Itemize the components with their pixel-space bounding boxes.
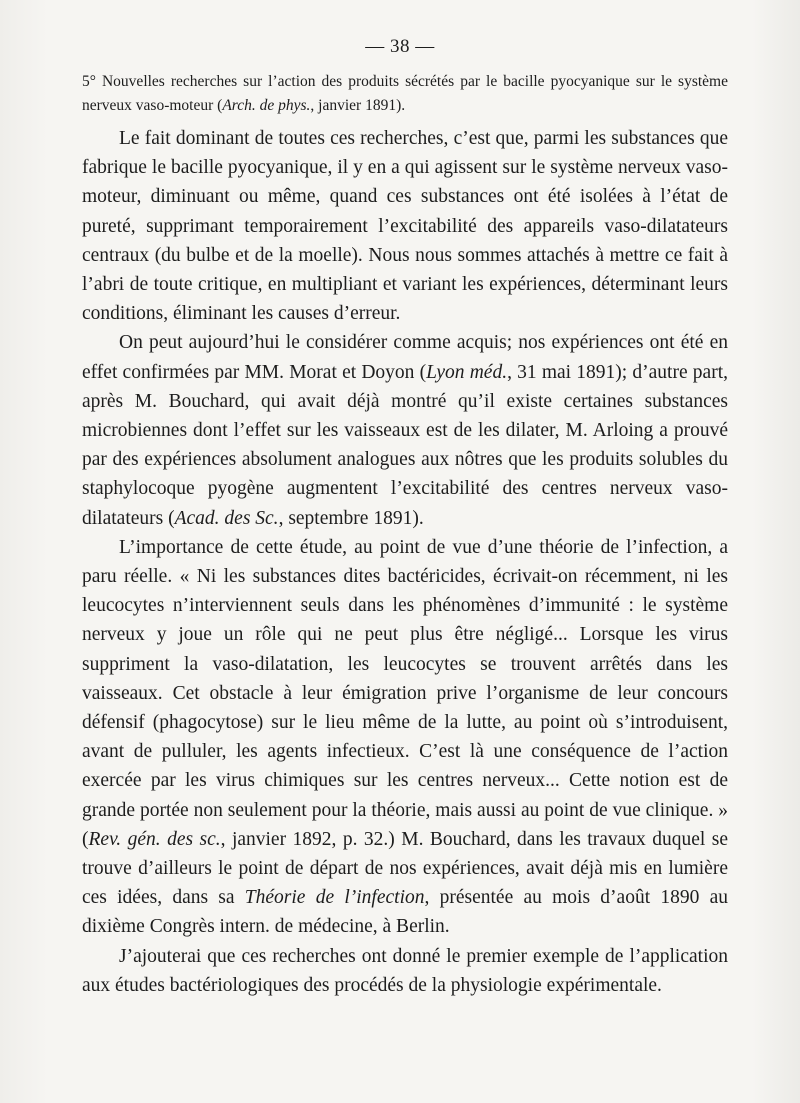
paragraph-1 — [82, 124, 728, 328]
citation-italic: Lyon méd. — [426, 361, 508, 383]
paragraph-text: J’ajouterai que ces recherches ont donné le premier exemple de l’application aux études bactériologiques des procédés de la physiologie expérimentale. — [82, 945, 728, 996]
footnote — [82, 70, 728, 118]
paragraph-text: Le fait dominant de toutes ces recherches, c’est que, parmi les substances que fabrique le bacille pyocyanique, il y en a qui agissent sur le système nerveux vaso-moteur, diminuant ou même, quand ces substances ont été isolées à l’état de pureté, supprimant temporairement l’excitabilité des appareils vaso-dilatateurs centraux (du bulbe et de la moelle). Nous nous sommes attachés à mettre ce fait à l’abri de toute critique, en multipliant et variant les expériences, déterminant leurs conditions, éliminant les causes d’erreur. — [82, 128, 728, 325]
citation-italic: Acad. des Sc. — [174, 507, 279, 529]
paragraph-text: , septembre 1891). — [278, 507, 424, 529]
paragraph-3 — [82, 533, 728, 942]
citation-italic: Théorie de l’infection — [244, 887, 425, 909]
paragraph-2 — [82, 328, 728, 532]
page-number: — 38 — — [365, 36, 435, 57]
citation-italic: Rev. gén. des sc. — [88, 828, 221, 850]
paragraph-text: , présentée au mois d’août 1890 au dixième Congrès intern. de médecine, à Berlin. — [82, 887, 728, 938]
footnote-suffix: , janvier 1891). — [310, 97, 406, 114]
paragraph-text: L’importance de cette étude, au point de vue d’une théorie de l’infection, a paru réelle. « Ni les substances dites bactéricides, écrivait-on récemment, ni les leucocytes n’interviennent seuls dans les phénomènes d’immunité : le système nerveux y joue un rôle qui ne peut plus être négligé... Lorsque les virus suppriment la vaso-dilatation, les leucocytes se trouvent arrêtés dans les vaisseaux. Cet obstacle à leur émigration prive l’organisme de leur concours défensif (phagocytose) sur le lieu même de la lutte, au point où s’introduisent, avant de pulluler, les agents infectieux. C’est là une conséquence de l’action exercée par les virus chimiques sur les centres nerveux... Cette notion est de grande portée non seulement pour la théorie, mais aussi au point de vue clinique. » ( — [82, 536, 728, 850]
paragraph-text: On peut aujourd’hui le considérer comme acquis; nos expériences ont été en effet confirmées par MM. Morat et Doyon ( — [82, 332, 728, 383]
paragraph-4 — [82, 942, 728, 1000]
paragraph-text: , 31 mai 1891); d’autre part, après M. Bouchard, qui avait déjà montré qu’il existe certaines substances microbiennes dont l’effet sur les vaisseaux est de les dilater, M. Arloing a prouvé par des expériences absolument analogues aux nôtres que les produits solubles du staphylocoque pyogène augmentent l’excitabilité des centres nerveux vaso-dilatateurs ( — [82, 361, 728, 529]
body-text — [82, 124, 728, 1000]
footnote-prefix: 5° Nouvelles recherches sur l’action des produits sécrétés par le bacille pyocyanique sur le système nerveux vaso-moteur ( — [82, 73, 728, 114]
footnote-journal: Arch. de phys. — [222, 97, 311, 114]
paragraph-text: , janvier 1892, p. 32.) M. Bouchard, dans les travaux duquel se trouve d’ailleurs le point de départ de nos expériences, avait déjà mis en lumière ces idées, dans sa — [82, 828, 728, 909]
